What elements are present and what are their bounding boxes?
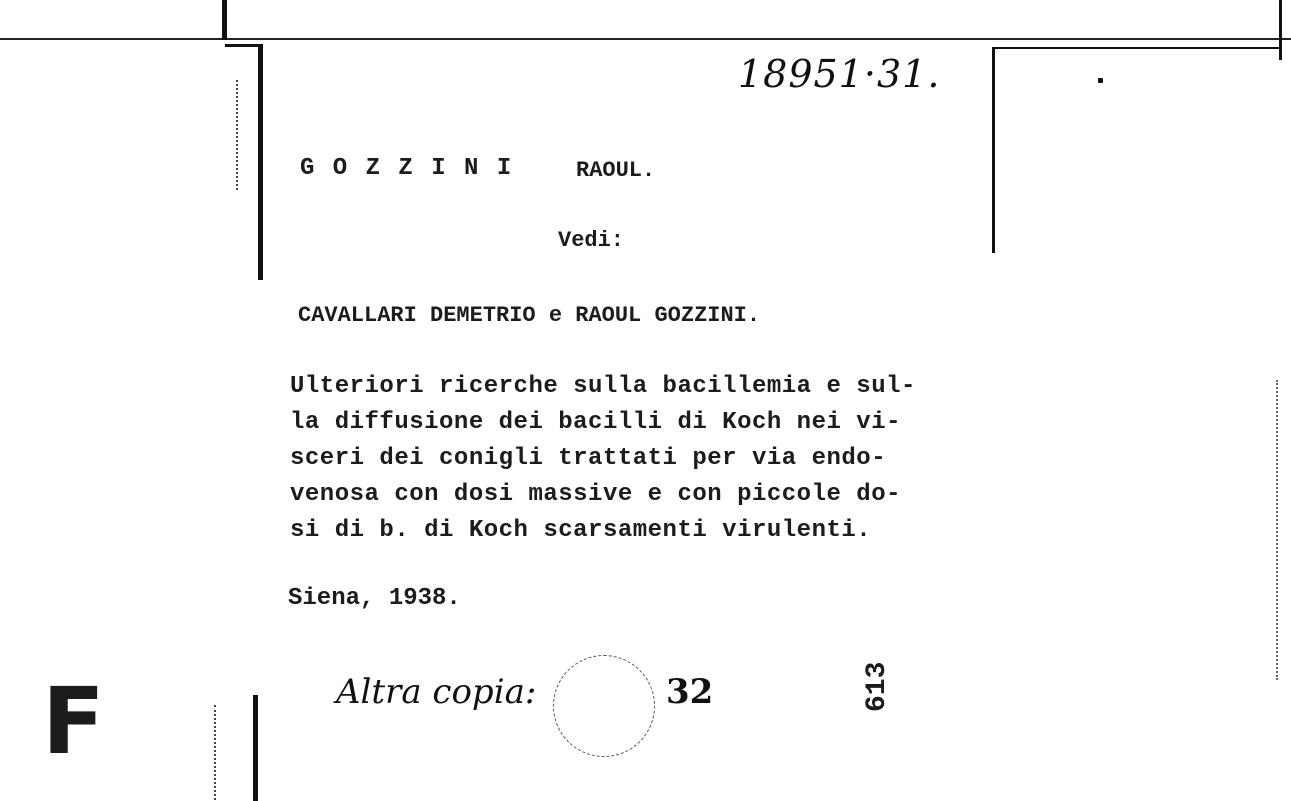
authors-line: CAVALLARI DEMETRIO e RAOUL GOZZINI. — [298, 303, 761, 328]
bottom-left-bar — [253, 695, 258, 801]
right-bracket-top — [992, 47, 1282, 49]
see-label: Vedi: — [558, 228, 625, 253]
scan-speck — [1098, 78, 1103, 83]
other-copy-label: Altra copia: — [336, 672, 537, 712]
right-perforation — [1276, 380, 1278, 680]
title-line: Ulteriori ricerche sulla bacillemia e sul- — [290, 373, 916, 400]
left-bracket-top — [225, 44, 263, 47]
right-bracket-vertical — [992, 48, 995, 253]
side-number: 613 — [862, 661, 893, 712]
left-bracket-vertical — [258, 45, 263, 280]
library-stamp-circle — [553, 655, 655, 757]
corner-letter: F — [42, 668, 105, 775]
bottom-perforation — [214, 705, 216, 800]
catalog-number: 18951·31. — [738, 52, 941, 96]
other-copy-number: 32 — [666, 672, 714, 712]
title-line: sceri dei conigli trattati per via endo- — [290, 445, 887, 472]
place-year: Siena, 1938. — [288, 585, 461, 612]
author-surname: G O Z Z I N I — [300, 155, 514, 182]
left-perforation — [236, 80, 238, 190]
title-line: la diffusione dei bacilli di Koch nei vi- — [290, 409, 901, 436]
author-given-name: RAOUL. — [576, 158, 656, 183]
right-edge-line — [1279, 0, 1282, 60]
title-line: si di b. di Koch scarsamenti virulenti. — [290, 517, 872, 544]
top-left-tick — [222, 0, 227, 40]
title-line: venosa con dosi massive e con piccole do- — [290, 481, 901, 508]
top-border-line — [0, 38, 1291, 40]
